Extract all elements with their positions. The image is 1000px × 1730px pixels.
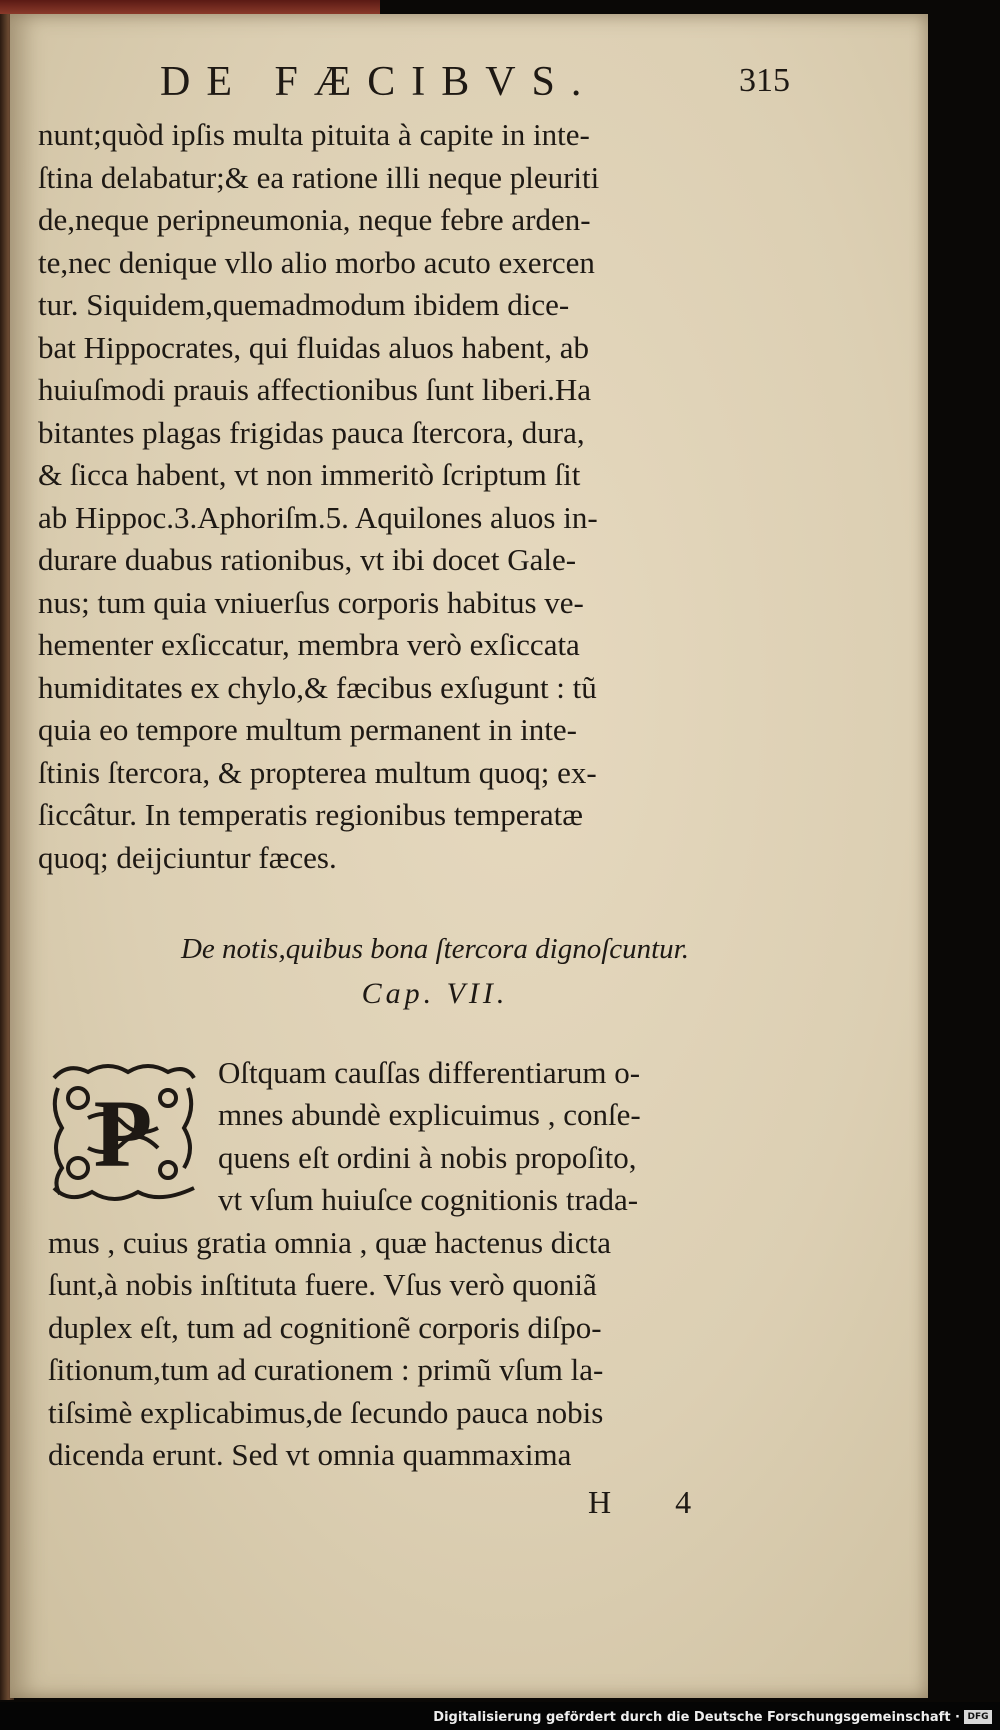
text-line: hementer exſiccatur, membra verò exſiccata (38, 627, 580, 662)
text-line: quoq; deijciuntur fæces. (38, 839, 337, 875)
ornament-icon (48, 1058, 198, 1208)
text-line: ſiccâtur. In temperatis regionibus temperatæ (38, 797, 583, 832)
text-line: ſitionum,tum ad curationem : primũ vſum la- (48, 1352, 604, 1388)
chapter-number: Cap. VII. (361, 977, 509, 1010)
text-line: nunt;quòd ipſis multa pituita à capite in inte- (38, 117, 590, 152)
text-line: huiuſmodi prauis affectionibus ſunt liberi.Ha (38, 372, 592, 407)
page-number: 315 (739, 62, 790, 99)
cover-edge (0, 0, 380, 14)
text-line: de,neque peripneumonia, neque febre arden- (38, 202, 591, 237)
text-line: duplex eſt, tum ad cognitionẽ corporis diſpo- (48, 1309, 602, 1345)
paragraph-full (48, 1222, 798, 1476)
text-line: Oſtquam cauſſas differentiarum o- (218, 1055, 641, 1090)
text-line: tur. Siquidem,quemadmodum ibidem dice- (38, 287, 570, 322)
text-line: bitantes plagas frigidas pauca ſtercora, dura, (38, 414, 585, 450)
chapter-title: De notis,quibus bona ſtercora dignoſcuntur. (180, 933, 690, 965)
text-line: nus; tum quia vniuerſus corporis habitus ve- (38, 584, 584, 620)
text-line: vt vſum huiuſce cognitionis trada- (218, 1182, 639, 1218)
dfg-logo-icon: DFG (964, 1710, 992, 1724)
text-line: ſtinis ſtercora, & propterea multum quoq; ex- (38, 754, 597, 790)
text-line: dicenda erunt. Sed vt omnia quammaxima (48, 1436, 572, 1472)
paragraph-indented (218, 1052, 798, 1222)
text-line: quia eo tempore multum permanent in inte- (38, 712, 577, 747)
text-line: bat Hippocrates, qui fluidas aluos habent, ab (38, 329, 589, 365)
initial-letter: P (93, 1080, 153, 1187)
running-head: DE FÆCIBVS. (160, 59, 598, 105)
text-line: mus , cuius gratia omnia , quæ hactenus dicta (48, 1225, 612, 1260)
text-line: te,nec denique vllo alio morbo acuto exercen (38, 244, 595, 280)
text-line: ſunt,à nobis inſtituta fuere. Vſus verò quoniã (48, 1267, 597, 1303)
text-line: ſtina delabatur;& ea ratione illi neque pleuriti (38, 159, 600, 195)
signature-mark: H 4 (588, 1484, 720, 1520)
text-line: & ſicca habent, vt non immeritò ſcriptum ſit (38, 457, 581, 492)
text-line: ab Hippoc.3.Aphoriſm.5. Aquilones aluos in- (38, 499, 598, 535)
decorated-initial (48, 1058, 198, 1208)
funding-credit: Digitalisierung gefördert durch die Deutsche Forschungsgemeinschaft · (433, 1710, 960, 1725)
text-line: quens eſt ordini à nobis propoſito, (218, 1139, 637, 1175)
text-line: tiſsimè explicabimus,de ſecundo pauca nobis (48, 1394, 604, 1430)
page-header (150, 58, 790, 106)
text-line: humiditates ex chylo,& fæcibus exſugunt : tũ (38, 669, 597, 705)
text-line: durare duabus rationibus, vt ibi docet Gale- (38, 542, 577, 577)
text-line: mnes abundè explicuimus , conſe- (218, 1097, 641, 1133)
body-text-block (38, 114, 798, 879)
